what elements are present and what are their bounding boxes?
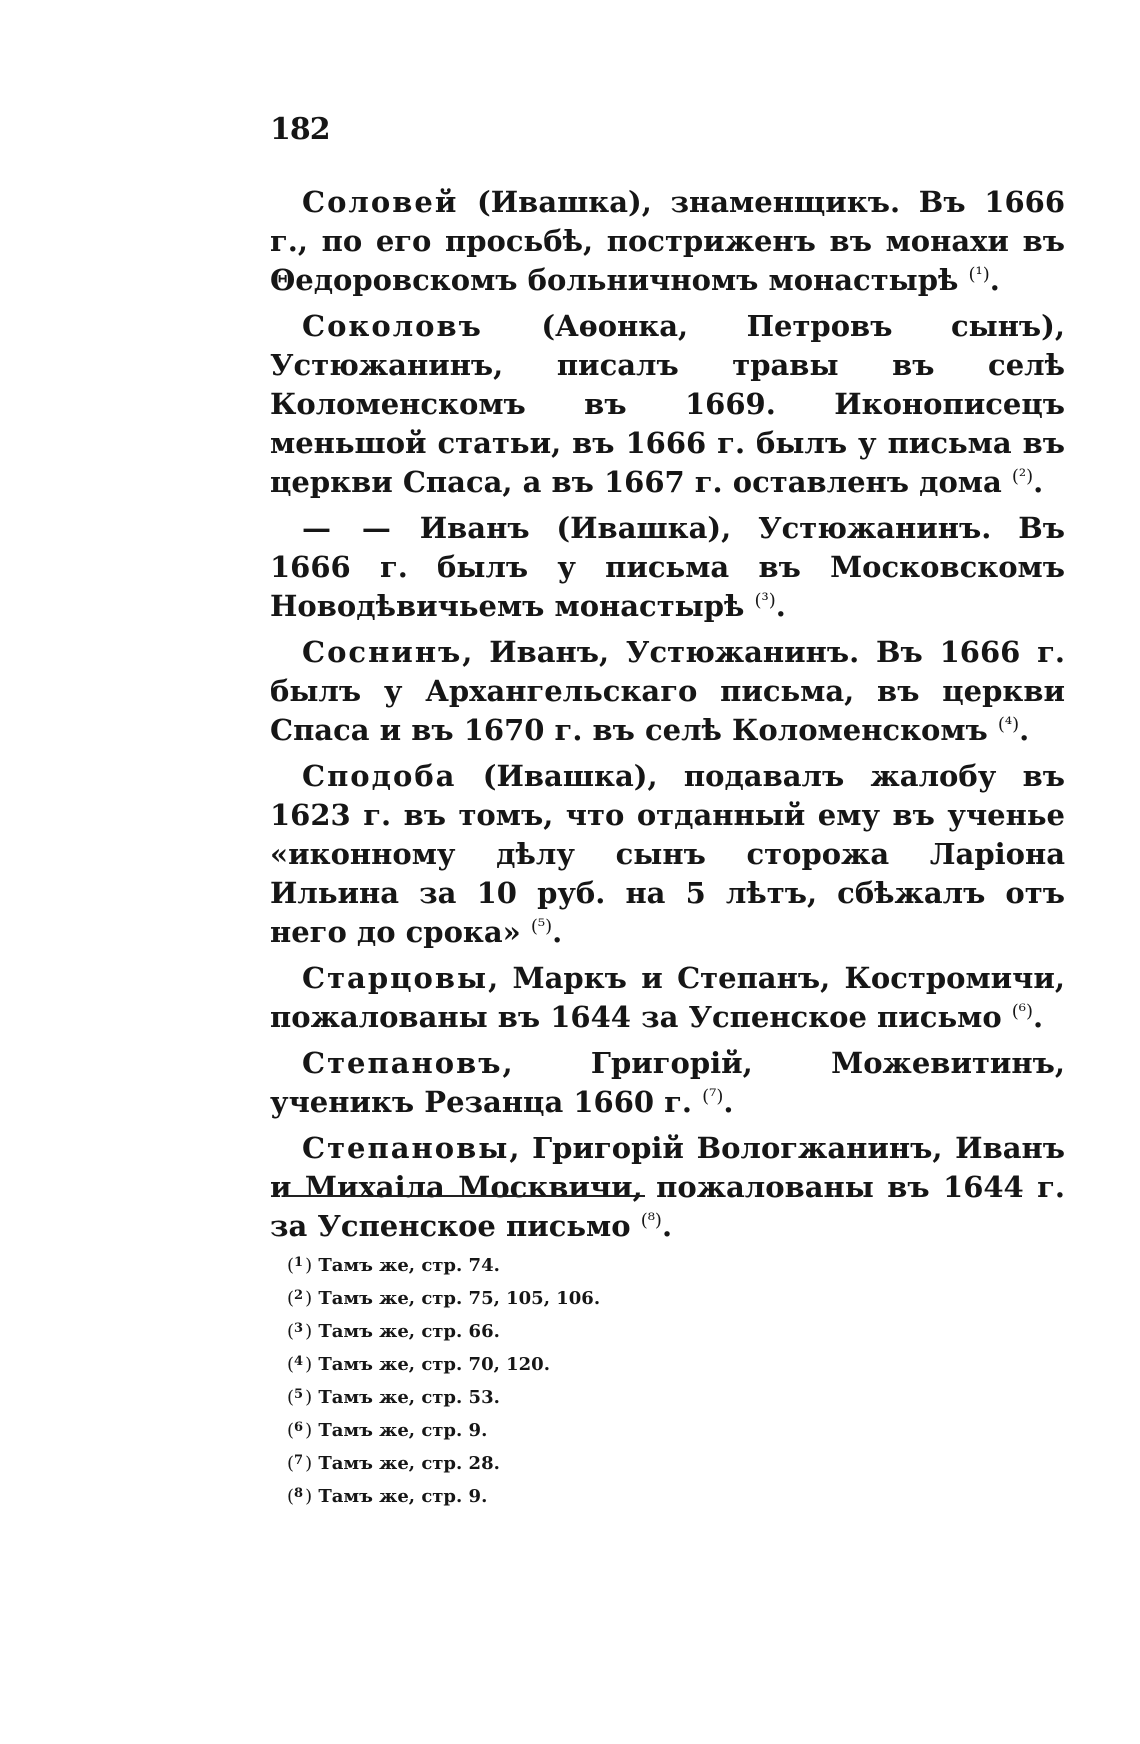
footnote-item: ($^6$ ) Тамъ же, стр. 9. <box>287 1420 488 1441</box>
entry-spodoba <box>270 757 1065 952</box>
entry-stepanov <box>270 1044 1065 1122</box>
entry-text: , Маркъ и Степанъ, Костромичи, пожалованы въ 1644 за Успенское письмо <box>270 961 1065 1034</box>
footnote-item: ($^8$ ) Тамъ же, стр. 9. <box>287 1486 488 1507</box>
footnote-ref[interactable]: (¹) <box>968 264 990 285</box>
footnote-ref[interactable]: (⁷) <box>702 1086 724 1107</box>
footnote-ref[interactable]: (²) <box>1011 466 1034 487</box>
entry-name: Соснинъ <box>302 635 463 669</box>
footnote-text: Тамъ же, стр. 74. <box>318 1255 500 1276</box>
entry-startsovy <box>270 959 1065 1037</box>
footnote-divider <box>285 1195 645 1197</box>
entry-solovey <box>270 183 1065 300</box>
entry-text: Иванъ (Ивашка), Устюжанинъ. Въ 1666 г. былъ у письма въ Московскомъ Новодѣвичьемъ монастырѣ <box>270 511 1065 623</box>
entry-end: . <box>552 915 563 949</box>
footnote-ref[interactable]: (⁸) <box>640 1210 662 1231</box>
entry-name: — — <box>302 511 393 545</box>
entry-text: (Ивашка), подавалъ жалобу въ 1623 г. въ томъ, что отданный ему въ ученье «иконному дѣлу сынъ сторожа Ларіона Ильина за 10 руб. на 5 лѣтъ, сбѣжалъ отъ него до срока» <box>270 759 1065 949</box>
footnote-ref[interactable]: (⁶) <box>1011 1001 1034 1022</box>
entry-name: Соловей <box>302 185 459 219</box>
entry-name: Степановы <box>302 1131 510 1165</box>
footnote-item: ($^7$ ) Тамъ же, стр. 28. <box>287 1453 500 1474</box>
footnote-text: Тамъ же, стр. 66. <box>318 1321 500 1342</box>
footnote-number: 2 <box>294 1288 304 1303</box>
footnote-text: Тамъ же, стр. 53. <box>318 1387 500 1408</box>
footnote-item: ($^2$ ) Тамъ же, стр. 75, 105, 106. <box>287 1288 601 1309</box>
footnotes-list <box>287 1248 600 1512</box>
footnote-number: 1 <box>294 1255 304 1270</box>
entry-end: . <box>1033 465 1044 499</box>
footnote-text: Тамъ же, стр. 9. <box>318 1420 488 1441</box>
footnote-text: Тамъ же, стр. 9. <box>318 1486 488 1507</box>
footnote-ref[interactable]: (⁵) <box>530 916 553 937</box>
main-text <box>270 183 1065 1253</box>
footnote-item: ($^1$ ) Тамъ же, стр. 74. <box>287 1255 500 1276</box>
footnote-text: Тамъ же, стр. 28. <box>318 1453 500 1474</box>
page-number: 182 <box>270 112 330 147</box>
entry-text: (Ивашка), знаменщикъ. Въ 1666 г., по его просьбѣ, постриженъ въ монахи въ Θедоровскомъ больничномъ монастырѣ <box>270 185 1065 297</box>
footnote-number: 8 <box>294 1486 304 1501</box>
footnote-number: 6 <box>294 1420 304 1435</box>
entry-sokolov-ivan <box>270 509 1065 626</box>
footnote-text: Тамъ же, стр. 70, 120. <box>318 1354 550 1375</box>
footnote-number: 3 <box>294 1321 304 1336</box>
entry-text: (Аѳонка, Петровъ сынъ), Устюжанинъ, писалъ травы въ селѣ Коломенскомъ въ 1669. Иконописецъ меньшой статьи, въ 1666 г. былъ у письма въ церкви Спаса, а въ 1667 г. оставленъ дома <box>270 309 1065 499</box>
entry-name: Соколовъ <box>302 309 483 343</box>
entry-text: , Григорій Вологжанинъ, Иванъ и Михаіла Москвичи, пожалованы въ 1644 г. за Успенское письмо <box>270 1131 1065 1243</box>
footnote-number: 7 <box>294 1453 304 1468</box>
footnote-item: ($^4$ ) Тамъ же, стр. 70, 120. <box>287 1354 550 1375</box>
footnote-item: ($^3$ ) Тамъ же, стр. 66. <box>287 1321 500 1342</box>
entry-end: . <box>775 589 786 623</box>
entry-text: , Иванъ, Устюжанинъ. Въ 1666 г. былъ у Архангельскаго письма, въ церкви Спаса и въ 1670 г. въ селѣ Коломенскомъ <box>270 635 1065 747</box>
footnote-item: ($^5$ ) Тамъ же, стр. 53. <box>287 1387 500 1408</box>
entry-name: Сподоба <box>302 759 457 793</box>
footnote-number: 4 <box>294 1354 304 1369</box>
entry-sosnin <box>270 633 1065 750</box>
entry-end: . <box>661 1209 673 1243</box>
entry-end: . <box>1033 1000 1044 1034</box>
entry-end: . <box>1019 713 1030 747</box>
entry-stepanovy <box>270 1129 1065 1246</box>
entry-sokolov <box>270 307 1065 502</box>
entry-text: , Григорій, Можевитинъ, ученикъ Резанца 1660 г. <box>270 1046 1065 1119</box>
entry-name: Старцовы <box>302 961 489 995</box>
entry-end: . <box>989 263 1000 297</box>
entry-end: . <box>723 1085 734 1119</box>
footnote-ref[interactable]: (⁴) <box>997 714 1020 735</box>
entry-name: Степановъ <box>302 1046 503 1080</box>
footnote-text: Тамъ же, стр. 75, 105, 106. <box>318 1288 601 1309</box>
footnote-ref[interactable]: (³) <box>754 590 776 611</box>
footnote-number: 5 <box>294 1387 304 1402</box>
